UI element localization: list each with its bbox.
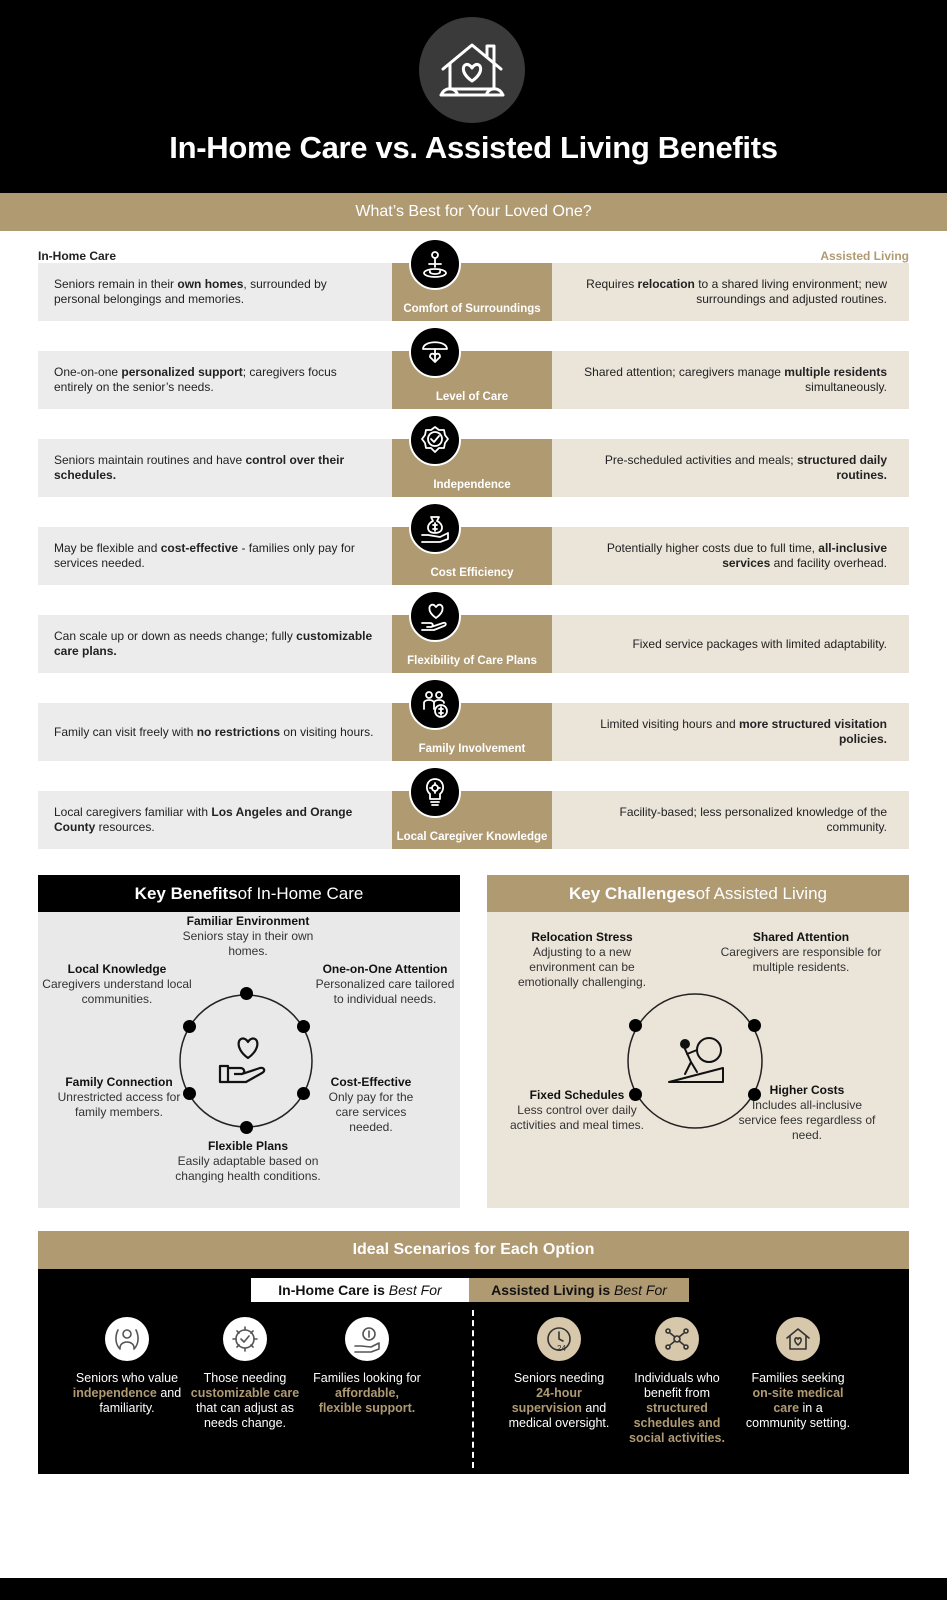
category-label: Independence [392, 439, 552, 497]
benefit-dot [183, 1087, 196, 1100]
key-benefits-heading: Key Benefits of In-Home Care [38, 875, 460, 912]
scenario-highlight: 24-hour supervision [511, 1386, 582, 1415]
in-home-care-cell [38, 263, 392, 321]
ideal-scenarios-panel [38, 1269, 909, 1474]
benefit-dot [297, 1020, 310, 1033]
cell-bold-text: no restrictions [196, 724, 281, 739]
cell-bold-text: structured daily routines. [796, 453, 887, 482]
challenge-dot [748, 1019, 761, 1032]
category-label: Level of Care [392, 351, 552, 409]
cell-text: Facility-based; less personalized knowledge of the community. [619, 805, 887, 834]
scenario-item [312, 1317, 422, 1416]
cell-text: to a shared living environment; new surroundings and adjusted routines. [694, 277, 887, 306]
scenario-item [743, 1317, 853, 1431]
check-badge-icon [409, 414, 461, 466]
assisted-living-cell [552, 527, 909, 585]
cell-text: Seniors maintain routines and have [54, 453, 246, 467]
cell-text: Family can visit freely with [54, 724, 197, 739]
benefit-flexible-plans: Flexible Plans Easily adaptable based on changing health conditions. [175, 1139, 321, 1183]
challenge-relocation-stress: Relocation Stress Adjusting to a new environment can be emotionally challenging. [517, 930, 647, 989]
cell-text: One-on-one [54, 365, 122, 379]
benefit-dot [240, 987, 253, 1000]
cell-bold-text: cost-effective [160, 541, 239, 555]
pushing-boulder-icon [665, 1032, 727, 1090]
tab-in-home-care-best-for: In-Home Care is Best For [251, 1278, 469, 1302]
comparison-row [38, 791, 909, 849]
meditation-person-icon [409, 238, 461, 290]
category-label: Local Caregiver Knowledge [392, 791, 552, 849]
scenario-text: Those needing [203, 1371, 287, 1385]
cell-text: Can scale up or down as needs change; fully [54, 629, 297, 643]
cell-bold-text: personalized support [121, 365, 243, 379]
scenario-highlight: affordable, flexible support. [318, 1386, 416, 1415]
comparison-row [38, 263, 909, 321]
category-label: Flexibility of Care Plans [392, 615, 552, 673]
category-label: Cost Efficiency [392, 527, 552, 585]
scenario-text: that can adjust as needs change. [196, 1401, 294, 1430]
cell-bold-text: Los Angeles and Orange County [54, 805, 353, 834]
challenge-higher-costs: Higher Costs Includes all-inclusive service fees regardless of need. [738, 1083, 876, 1142]
scenario-item [504, 1317, 614, 1431]
cell-text: Potentially higher costs due to full time, [606, 541, 819, 555]
assisted-living-cell [552, 351, 909, 409]
scenario-highlight: structured schedules and social activities. [629, 1401, 725, 1445]
cell-text: Limited visiting hours and [600, 717, 739, 731]
gear-check-icon [223, 1317, 267, 1361]
challenge-dot [629, 1019, 642, 1032]
scenario-divider [472, 1310, 474, 1468]
lightbulb-gear-icon [409, 766, 461, 818]
cell-text: , surrounded by personal belongings and memories. [54, 277, 327, 306]
footer-bar [0, 1578, 947, 1600]
cell-text: and facility overhead. [770, 556, 887, 570]
assisted-living-cell [552, 703, 909, 761]
cell-bold-text: more structured visitation policies. [738, 717, 887, 746]
scenario-highlight: independence [72, 1386, 157, 1400]
benefit-local-knowledge: Local Knowledge Caregivers understand local communities. [42, 962, 192, 1006]
in-home-care-cell [38, 527, 392, 585]
scenario-highlight: on-site medical care [752, 1386, 844, 1415]
cell-text: on visiting hours. [280, 724, 374, 739]
benefit-dot [240, 1121, 253, 1134]
subtitle-band: What’s Best for Your Loved One? [0, 193, 947, 231]
scenario-text: and familiarity. [99, 1386, 182, 1415]
benefit-one-on-one-attention: One-on-One Attention Personalized care tailored to individual needs. [315, 962, 455, 1006]
key-benefits-panel [38, 912, 460, 1208]
cell-text: May be flexible and [54, 541, 161, 555]
cell-bold-text: all-inclusive services [722, 541, 887, 570]
assisted-living-cell [552, 791, 909, 849]
heart-hand-icon [216, 1032, 276, 1088]
clock-24-icon [537, 1317, 581, 1361]
coin-hand-icon [345, 1317, 389, 1361]
in-home-care-cell [38, 703, 392, 761]
cell-bold-text: multiple residents [784, 365, 887, 379]
tab-assisted-living-best-for: Assisted Living is Best For [469, 1278, 689, 1302]
cell-text: Shared attention; caregivers manage [584, 365, 785, 379]
assisted-living-column-header: Assisted Living [820, 249, 909, 263]
benefit-dot [297, 1087, 310, 1100]
scenario-text: Seniors needing [513, 1371, 605, 1385]
key-challenges-heading: Key Challenges of Assisted Living [487, 875, 909, 912]
cell-text: Pre-scheduled activities and meals; [604, 453, 797, 467]
independent-person-icon [105, 1317, 149, 1361]
cell-bold-text: relocation [637, 277, 695, 291]
heart-hand-icon [409, 590, 461, 642]
comparison-row [38, 527, 909, 585]
benefit-familiar-environment: Familiar Environment Seniors stay in their own homes. [182, 914, 314, 958]
cell-bold-text: control over their schedules. [54, 453, 345, 482]
scenario-text: Individuals who benefit from [634, 1371, 720, 1400]
cell-text: Fixed service packages with limited adaptability. [632, 636, 887, 651]
home-heart-icon [776, 1317, 820, 1361]
assisted-living-cell [552, 615, 909, 673]
cell-text: simultaneously. [805, 380, 887, 394]
in-home-care-column-header: In-Home Care [38, 249, 117, 263]
cell-text: Local caregivers familiar with [54, 805, 212, 819]
network-schedule-icon [655, 1317, 699, 1361]
svg-text:24: 24 [557, 1344, 566, 1353]
benefit-dot [183, 1020, 196, 1033]
ideal-scenarios-heading: Ideal Scenarios for Each Option [38, 1231, 909, 1269]
in-home-care-cell [38, 615, 392, 673]
cell-text: resources. [95, 820, 155, 834]
benefit-family-connection: Family Connection Unrestricted access for family members. [57, 1075, 181, 1119]
category-label: Family Involvement [392, 703, 552, 761]
cell-text: Seniors remain in their [54, 277, 178, 291]
benefit-cost-effective: Cost-Effective Only pay for the care services needed. [328, 1075, 414, 1134]
comparison-row [38, 439, 909, 497]
umbrella-care-icon [409, 326, 461, 378]
scenario-text: in a community setting. [745, 1401, 851, 1430]
cell-bold-text: own homes [177, 277, 244, 291]
cell-bold-text: customizable care plans. [54, 629, 373, 658]
home-heart-logo-icon [419, 17, 525, 123]
challenge-shared-attention: Shared Attention Caregivers are responsible for multiple residents. [720, 930, 882, 974]
scenario-text: Families looking for [313, 1371, 421, 1385]
scenario-text: and medical oversight. [508, 1401, 610, 1430]
family-money-icon [409, 678, 461, 730]
category-label: Comfort of Surroundings [392, 263, 552, 321]
in-home-care-cell [38, 439, 392, 497]
key-challenges-panel [487, 912, 909, 1208]
cell-text: Requires [586, 277, 638, 291]
in-home-care-cell [38, 351, 392, 409]
scenario-item [190, 1317, 300, 1431]
scenario-text: Seniors who value [75, 1371, 179, 1385]
cell-text: - families only pay for services needed. [54, 541, 355, 570]
scenario-item [72, 1317, 182, 1416]
cell-text: ; caregivers focus entirely on the senior’s needs. [54, 365, 337, 394]
comparison-row [38, 703, 909, 761]
page-title: In-Home Care vs. Assisted Living Benefits [169, 130, 778, 165]
scenario-highlight: customizable care [190, 1386, 300, 1400]
challenge-fixed-schedules: Fixed Schedules Less control over daily activities and meal times. [509, 1088, 645, 1132]
in-home-care-cell [38, 791, 392, 849]
assisted-living-cell [552, 263, 909, 321]
comparison-row [38, 615, 909, 673]
scenario-item [622, 1317, 732, 1446]
assisted-living-cell [552, 439, 909, 497]
comparison-row [38, 351, 909, 409]
scenario-text: Families seeking [751, 1371, 845, 1385]
money-hand-icon [409, 502, 461, 554]
